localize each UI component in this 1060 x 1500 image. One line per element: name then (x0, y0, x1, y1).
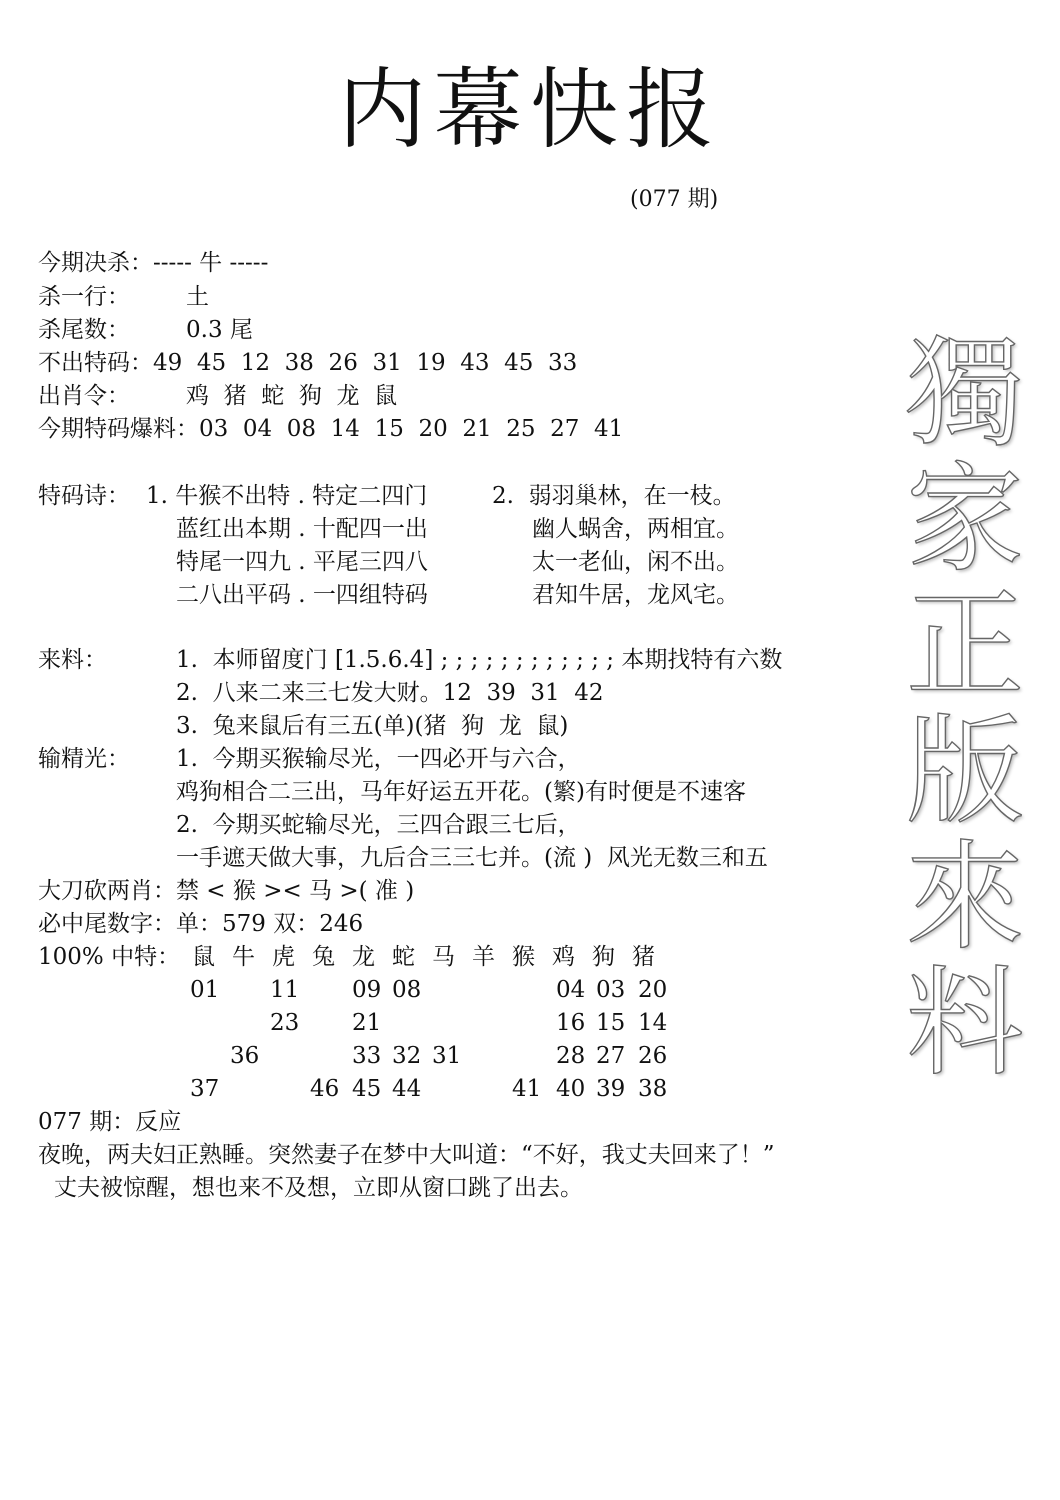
source-item: 3. 兔来鼠后有三五(单)(猪 狗 龙 鼠) (176, 713, 569, 739)
number-grid (0, 975, 700, 1107)
number-cell: 39 (596, 1076, 626, 1102)
number-cell: 33 (352, 1043, 382, 1069)
number-cell: 20 (638, 977, 668, 1003)
special-tip-row: 今期特码爆料：03 04 08 14 15 20 21 25 27 41 (38, 416, 624, 442)
number-cell: 11 (270, 977, 300, 1003)
side-char: 獨 (905, 324, 1024, 462)
zodiac-cell: 狗 (592, 944, 615, 970)
zodiac-order-label: 出肖令： (38, 383, 130, 409)
joke-line: 丈夫被惊醒，想也来不及想，立即从窗口跳了出去。 (54, 1175, 583, 1201)
zodiac-cell: 鼠 (192, 944, 215, 970)
number-cell: 01 (190, 977, 220, 1003)
side-char: 來 (905, 828, 1024, 966)
number-cell: 31 (432, 1043, 462, 1069)
number-cell: 44 (392, 1076, 422, 1102)
no-special-row: 不出特码：49 45 12 38 26 31 19 43 45 33 (38, 350, 578, 376)
poem-label: 特码诗： (38, 483, 130, 509)
poem-right-line: 君知牛居，龙风宅。 (532, 582, 739, 608)
kill-tail-label: 杀尾数： (38, 317, 130, 343)
number-cell: 21 (352, 1010, 382, 1036)
source-label: 来料： (38, 647, 107, 673)
zodiac-cell: 虎 (272, 944, 295, 970)
number-cell: 09 (352, 977, 382, 1003)
zodiac-header-row (0, 942, 700, 972)
zodiac-cell: 蛇 (392, 944, 415, 970)
zodiac-cell: 羊 (472, 944, 495, 970)
poem-right-line: 太一老仙，闲不出。 (532, 549, 739, 575)
number-cell: 14 (638, 1010, 668, 1036)
lose-line: 鸡狗相合二三出，马年好运五开花。(繁)有时便是不速客 (176, 779, 746, 805)
number-cell: 23 (270, 1010, 300, 1036)
poem-left-line: 二八出平码 . 一四组特码 (176, 582, 428, 608)
number-cell: 41 (512, 1076, 542, 1102)
zodiac-cell: 兔 (312, 944, 335, 970)
number-cell: 04 (556, 977, 586, 1003)
number-cell: 08 (392, 977, 422, 1003)
poem-left-line: 特尾一四九 . 平尾三四八 (176, 549, 428, 575)
zodiac-cell: 牛 (232, 944, 255, 970)
lose-label: 输精光： (38, 746, 130, 772)
poem-right-line: 2. 弱羽巢林，在一枝。 (492, 483, 736, 509)
number-cell: 03 (596, 977, 626, 1003)
zodiac-cell: 猴 (512, 944, 535, 970)
number-cell: 28 (556, 1043, 586, 1069)
number-cell: 38 (638, 1076, 668, 1102)
joke-title: 077 期：反应 (38, 1109, 182, 1135)
number-cell: 37 (190, 1076, 220, 1102)
issue-number: (077 期) (630, 187, 719, 212)
kill-element-label: 杀一行： (38, 284, 130, 310)
poem-right-line: 幽人蜗舍，两相宜。 (532, 516, 739, 542)
number-cell: 46 (310, 1076, 340, 1102)
poem-left-line: 蓝红出本期 . 十配四一出 (176, 516, 428, 542)
number-cell: 15 (596, 1010, 626, 1036)
kill-tail-value: 0.3 尾 (186, 317, 253, 343)
big-knife-row: 大刀砍两肖：禁 < 猴 >< 马 >( 准 ) (38, 878, 415, 904)
poem-left-line: 1. 牛猴不出特 . 特定二四门 (146, 483, 428, 509)
zodiac-cell: 马 (432, 944, 455, 970)
lose-line: 一手遮天做大事，九后合三三七并。(流 ) 风光无数三和五 (176, 845, 768, 871)
number-cell: 32 (392, 1043, 422, 1069)
number-cell: 36 (230, 1043, 260, 1069)
source-item: 1. 本师留度门 [1.5.6.4] ; ; ; ; ; ; ; ; ; ; ; ; 本期找特有六数 (176, 647, 783, 673)
number-cell: 16 (556, 1010, 586, 1036)
kill-element-value: 土 (186, 284, 209, 310)
joke-line: 夜晚，两夫妇正熟睡。突然妻子在梦中大叫道：“不好，我丈夫回来了！” (38, 1142, 775, 1168)
kill-row: 今期决杀：----- 牛 ----- (38, 250, 269, 276)
side-char: 料 (905, 954, 1024, 1092)
side-char: 正 (905, 576, 1024, 714)
number-cell: 45 (352, 1076, 382, 1102)
side-watermark (900, 324, 1030, 1092)
zodiac-cell: 龙 (352, 944, 375, 970)
source-item: 2. 八来二来三七发大财。12 39 31 42 (176, 680, 604, 706)
lose-line: 2. 今期买蛇输尽光，三四合跟三七后， (176, 812, 581, 838)
zodiac-cell: 鸡 (552, 944, 575, 970)
zodiac-cell: 猪 (632, 944, 655, 970)
lose-line: 1. 今期买猴输尽光，一四必开与六合， (176, 746, 581, 772)
side-char: 家 (905, 450, 1024, 588)
number-cell: 26 (638, 1043, 668, 1069)
must-tail-row: 必中尾数字：单：579 双：246 (38, 911, 364, 937)
hundred-label: 100% 中特： (38, 944, 181, 970)
number-cell: 40 (556, 1076, 586, 1102)
side-char: 版 (905, 702, 1024, 840)
number-cell: 27 (596, 1043, 626, 1069)
page-title: 内幕快报 (337, 58, 722, 161)
zodiac-order-value: 鸡 猪 蛇 狗 龙 鼠 (186, 383, 398, 409)
